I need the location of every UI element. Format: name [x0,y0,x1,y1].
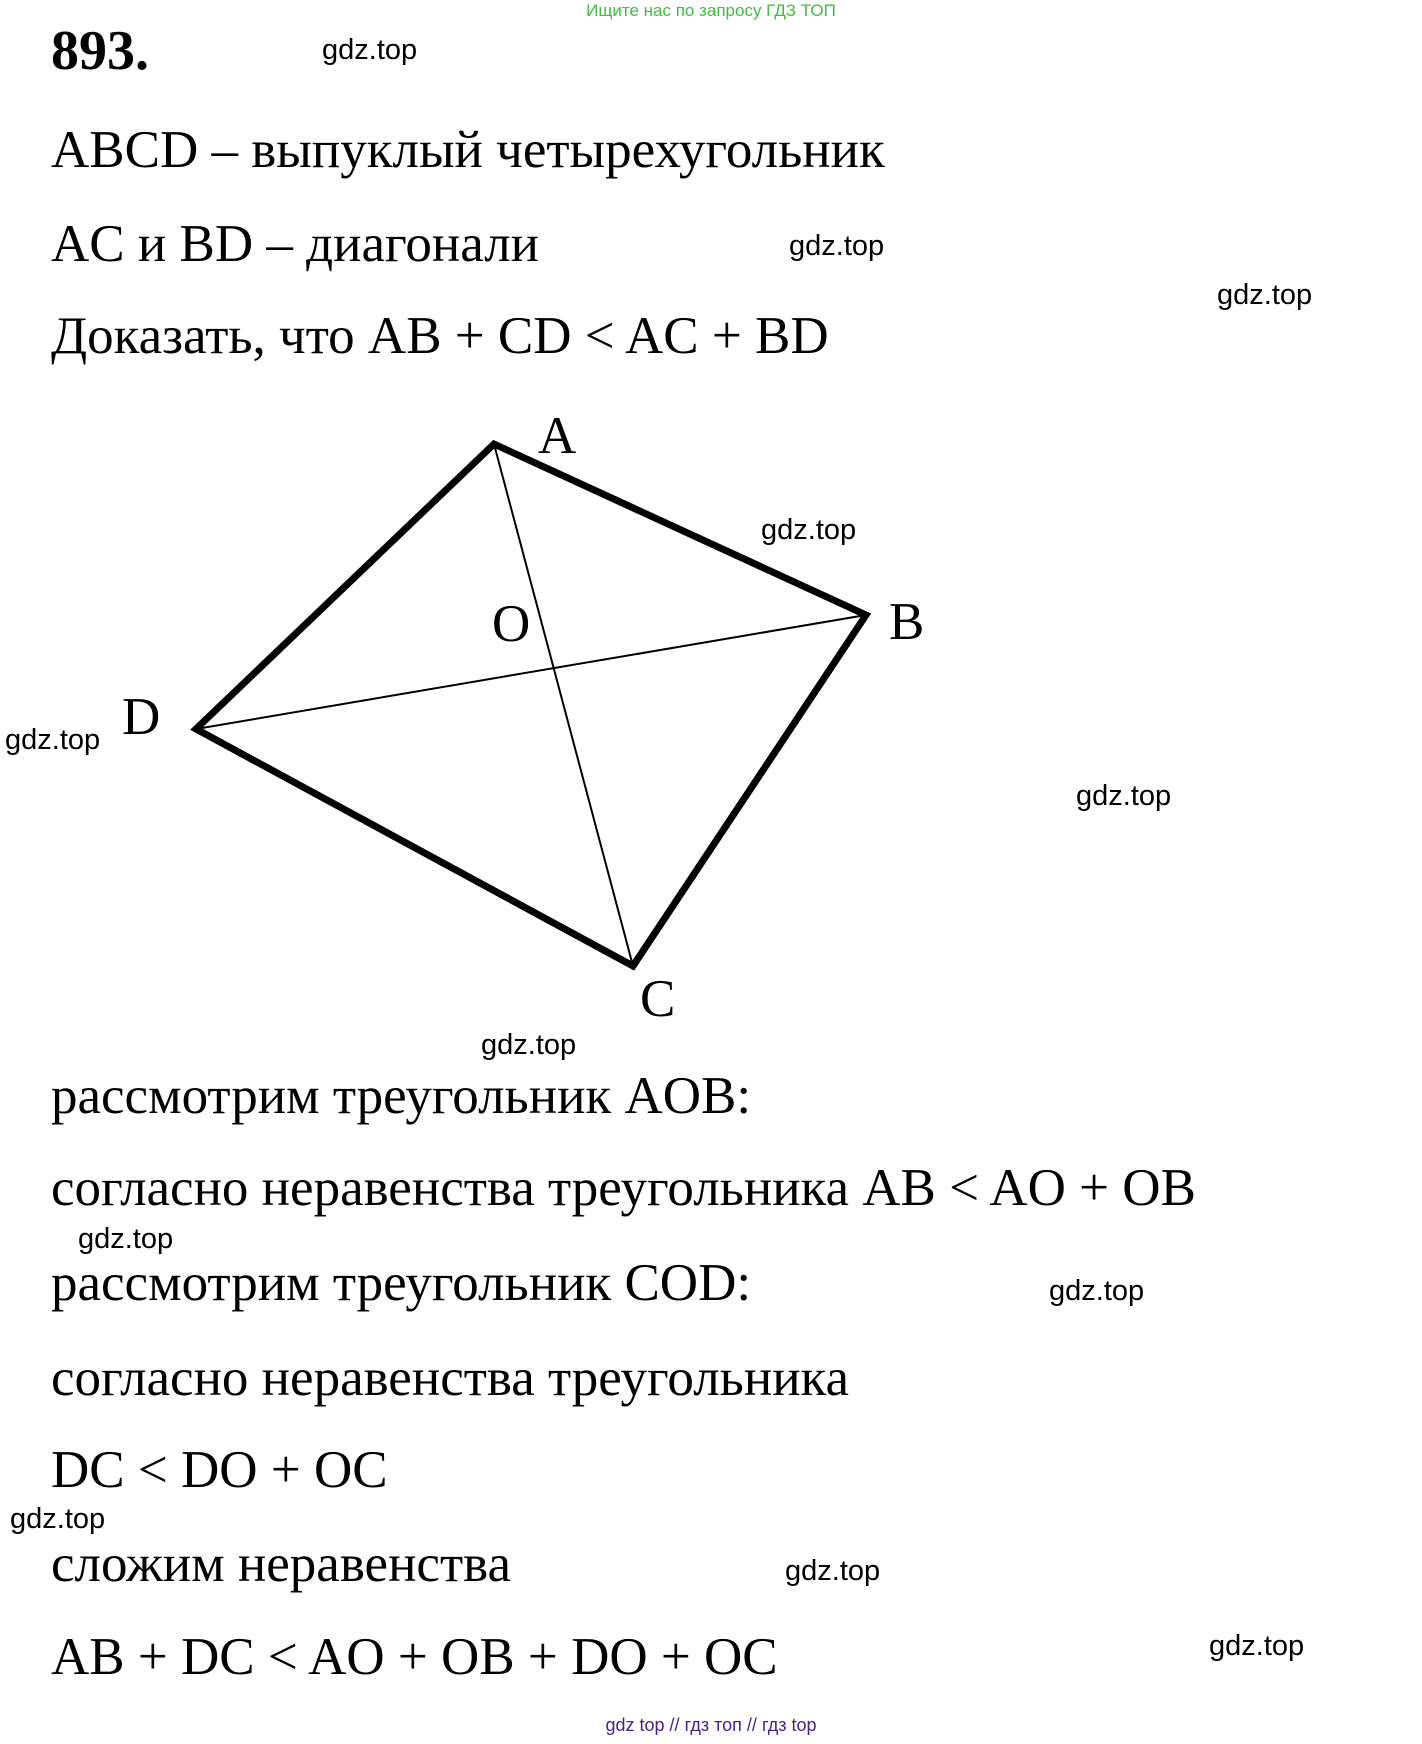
watermark: gdz.top [789,230,885,262]
watermark: gdz.top [761,514,857,546]
watermark: gdz.top [1209,1630,1305,1662]
given-line-2: AC и BD – диагонали [51,215,540,273]
vertex-label-b: B [889,593,925,651]
top-banner[interactable]: Ищите нас по запросу ГДЗ ТОП [586,1,836,20]
solution-line-2: согласно неравенства треугольника AB < AO + OB [51,1159,1196,1217]
watermark: gdz.top [1217,279,1313,311]
footer-separator: // [669,1715,680,1735]
problem-number: 893. [51,20,149,82]
diagonal-ac [494,444,633,966]
watermark: gdz.top [322,34,418,66]
vertex-label-c: C [640,970,676,1028]
solution-line-5: DC < DO + OC [51,1441,388,1499]
solution-line-1: рассмотрим треугольник AOB: [51,1067,752,1125]
given-line-1: ABCD – выпуклый четырехугольник [51,121,885,179]
vertex-label-d: D [122,688,161,746]
footer-separator: // [746,1715,757,1735]
watermark: gdz.top [481,1029,577,1061]
intersection-label-o: O [492,595,531,653]
watermark: gdz.top [5,724,101,756]
footer-link-2[interactable]: гдз топ [684,1715,742,1735]
watermark: gdz.top [1049,1275,1145,1307]
watermark: gdz.top [785,1555,881,1587]
watermark: gdz.top [78,1223,174,1255]
watermark: gdz.top [1076,780,1172,812]
prove-statement: Доказать, что AB + CD < AC + BD [51,307,829,365]
bottom-footer [0,1716,1422,1734]
solution-line-6: сложим неравенства [51,1535,511,1593]
solution-line-7: AB + DC < AO + OB + DO + OC [51,1628,778,1686]
solution-line-3: рассмотрим треугольник COD: [51,1254,752,1312]
footer-link-1[interactable]: gdz top [605,1715,665,1735]
solution-line-4: согласно неравенства треугольника [51,1349,850,1407]
footer-link-3[interactable]: гдз top [761,1715,817,1735]
watermark: gdz.top [10,1503,106,1535]
vertex-label-a: A [538,407,577,465]
